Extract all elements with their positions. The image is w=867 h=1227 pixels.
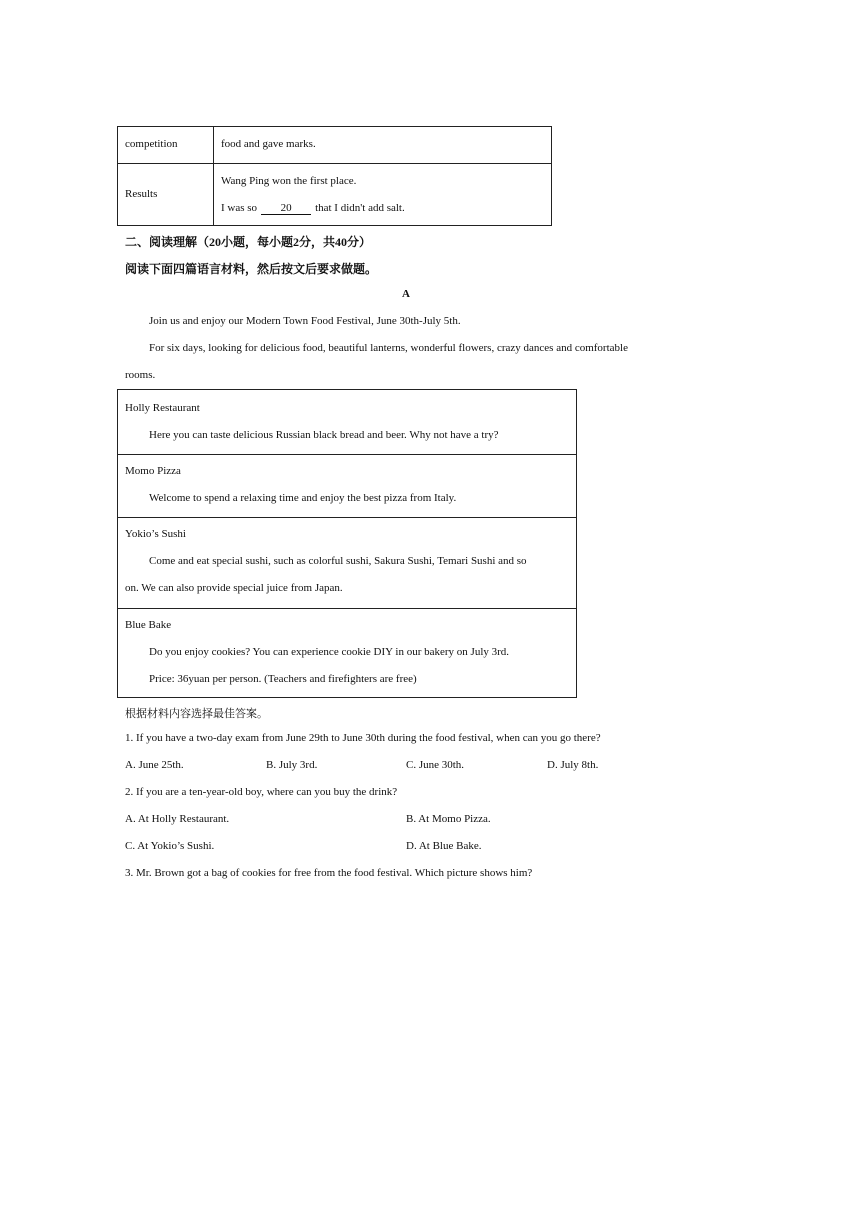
section-instruction: 阅读下面四篇语言材料，然后按文后要求做题。	[125, 262, 378, 276]
option-a[interactable]: A. At Holly Restaurant.	[125, 813, 230, 825]
row-label: Results	[125, 188, 158, 200]
row-content: food and gave marks.	[221, 138, 316, 150]
answer-blank: 20	[261, 202, 311, 215]
restaurant-description: Come and eat special sushi, such as colorful sushi, Sakura Sushi, Temari Sushi and so	[149, 555, 527, 567]
question-3: 3. Mr. Brown got a bag of cookies for free from the food festival. Which picture shows him?	[125, 867, 533, 879]
restaurant-description: Do you enjoy cookies? You can experience cookie DIY in our bakery on July 3rd.	[149, 646, 510, 658]
blank-suffix: that I didn't add salt.	[315, 202, 405, 214]
passage-paragraph-continued: rooms.	[125, 369, 156, 381]
question-1: 1. If you have a two-day exam from June 29th to June 30th during the food festival, when can you go there?	[125, 732, 601, 744]
restaurant-description: Welcome to spend a relaxing time and enjoy the best pizza from Italy.	[149, 492, 457, 504]
restaurant-name: Holly Restaurant	[125, 402, 200, 414]
option-b[interactable]: B. July 3rd.	[266, 759, 318, 771]
passage-paragraph: Join us and enjoy our Modern Town Food Festival, June 30th-July 5th.	[149, 315, 461, 327]
result-line: Wang Ping won the first place.	[221, 175, 357, 187]
restaurant-description: Here you can taste delicious Russian black bread and beer. Why not have a try?	[149, 429, 499, 441]
passage-letter: A	[402, 288, 410, 300]
table-row	[118, 163, 551, 225]
question-2: 2. If you are a ten-year-old boy, where can you buy the drink?	[125, 786, 398, 798]
row-divider	[118, 608, 576, 609]
restaurant-price: Price: 36yuan per person. (Teachers and firefighters are free)	[149, 673, 417, 685]
section-title: 二、阅读理解（20小题，每小题2分，共40分）	[125, 235, 372, 249]
option-a[interactable]: A. June 25th.	[125, 759, 184, 771]
option-d[interactable]: D. July 8th.	[547, 759, 599, 771]
option-c[interactable]: C. June 30th.	[406, 759, 465, 771]
results-table	[117, 126, 552, 226]
row-divider	[118, 517, 576, 518]
questions-instruction: 根据材料内容选择最佳答案。	[125, 708, 268, 720]
restaurant-table	[117, 389, 577, 698]
restaurant-description-continued: on. We can also provide special juice from Japan.	[125, 582, 343, 594]
result-line-with-blank	[221, 202, 405, 215]
passage-paragraph: For six days, looking for delicious food, beautiful lanterns, wonderful flowers, crazy dances and comfortable	[149, 342, 628, 354]
restaurant-name: Momo Pizza	[125, 465, 181, 477]
restaurant-name: Yokio’s Sushi	[125, 528, 186, 540]
table-row	[118, 127, 551, 164]
row-divider	[118, 454, 576, 455]
option-d[interactable]: D. At Blue Bake.	[406, 840, 482, 852]
blank-prefix: I was so	[221, 202, 258, 214]
restaurant-name: Blue Bake	[125, 619, 172, 631]
row-label: competition	[125, 138, 178, 150]
option-b[interactable]: B. At Momo Pizza.	[406, 813, 491, 825]
option-c[interactable]: C. At Yokio’s Sushi.	[125, 840, 215, 852]
